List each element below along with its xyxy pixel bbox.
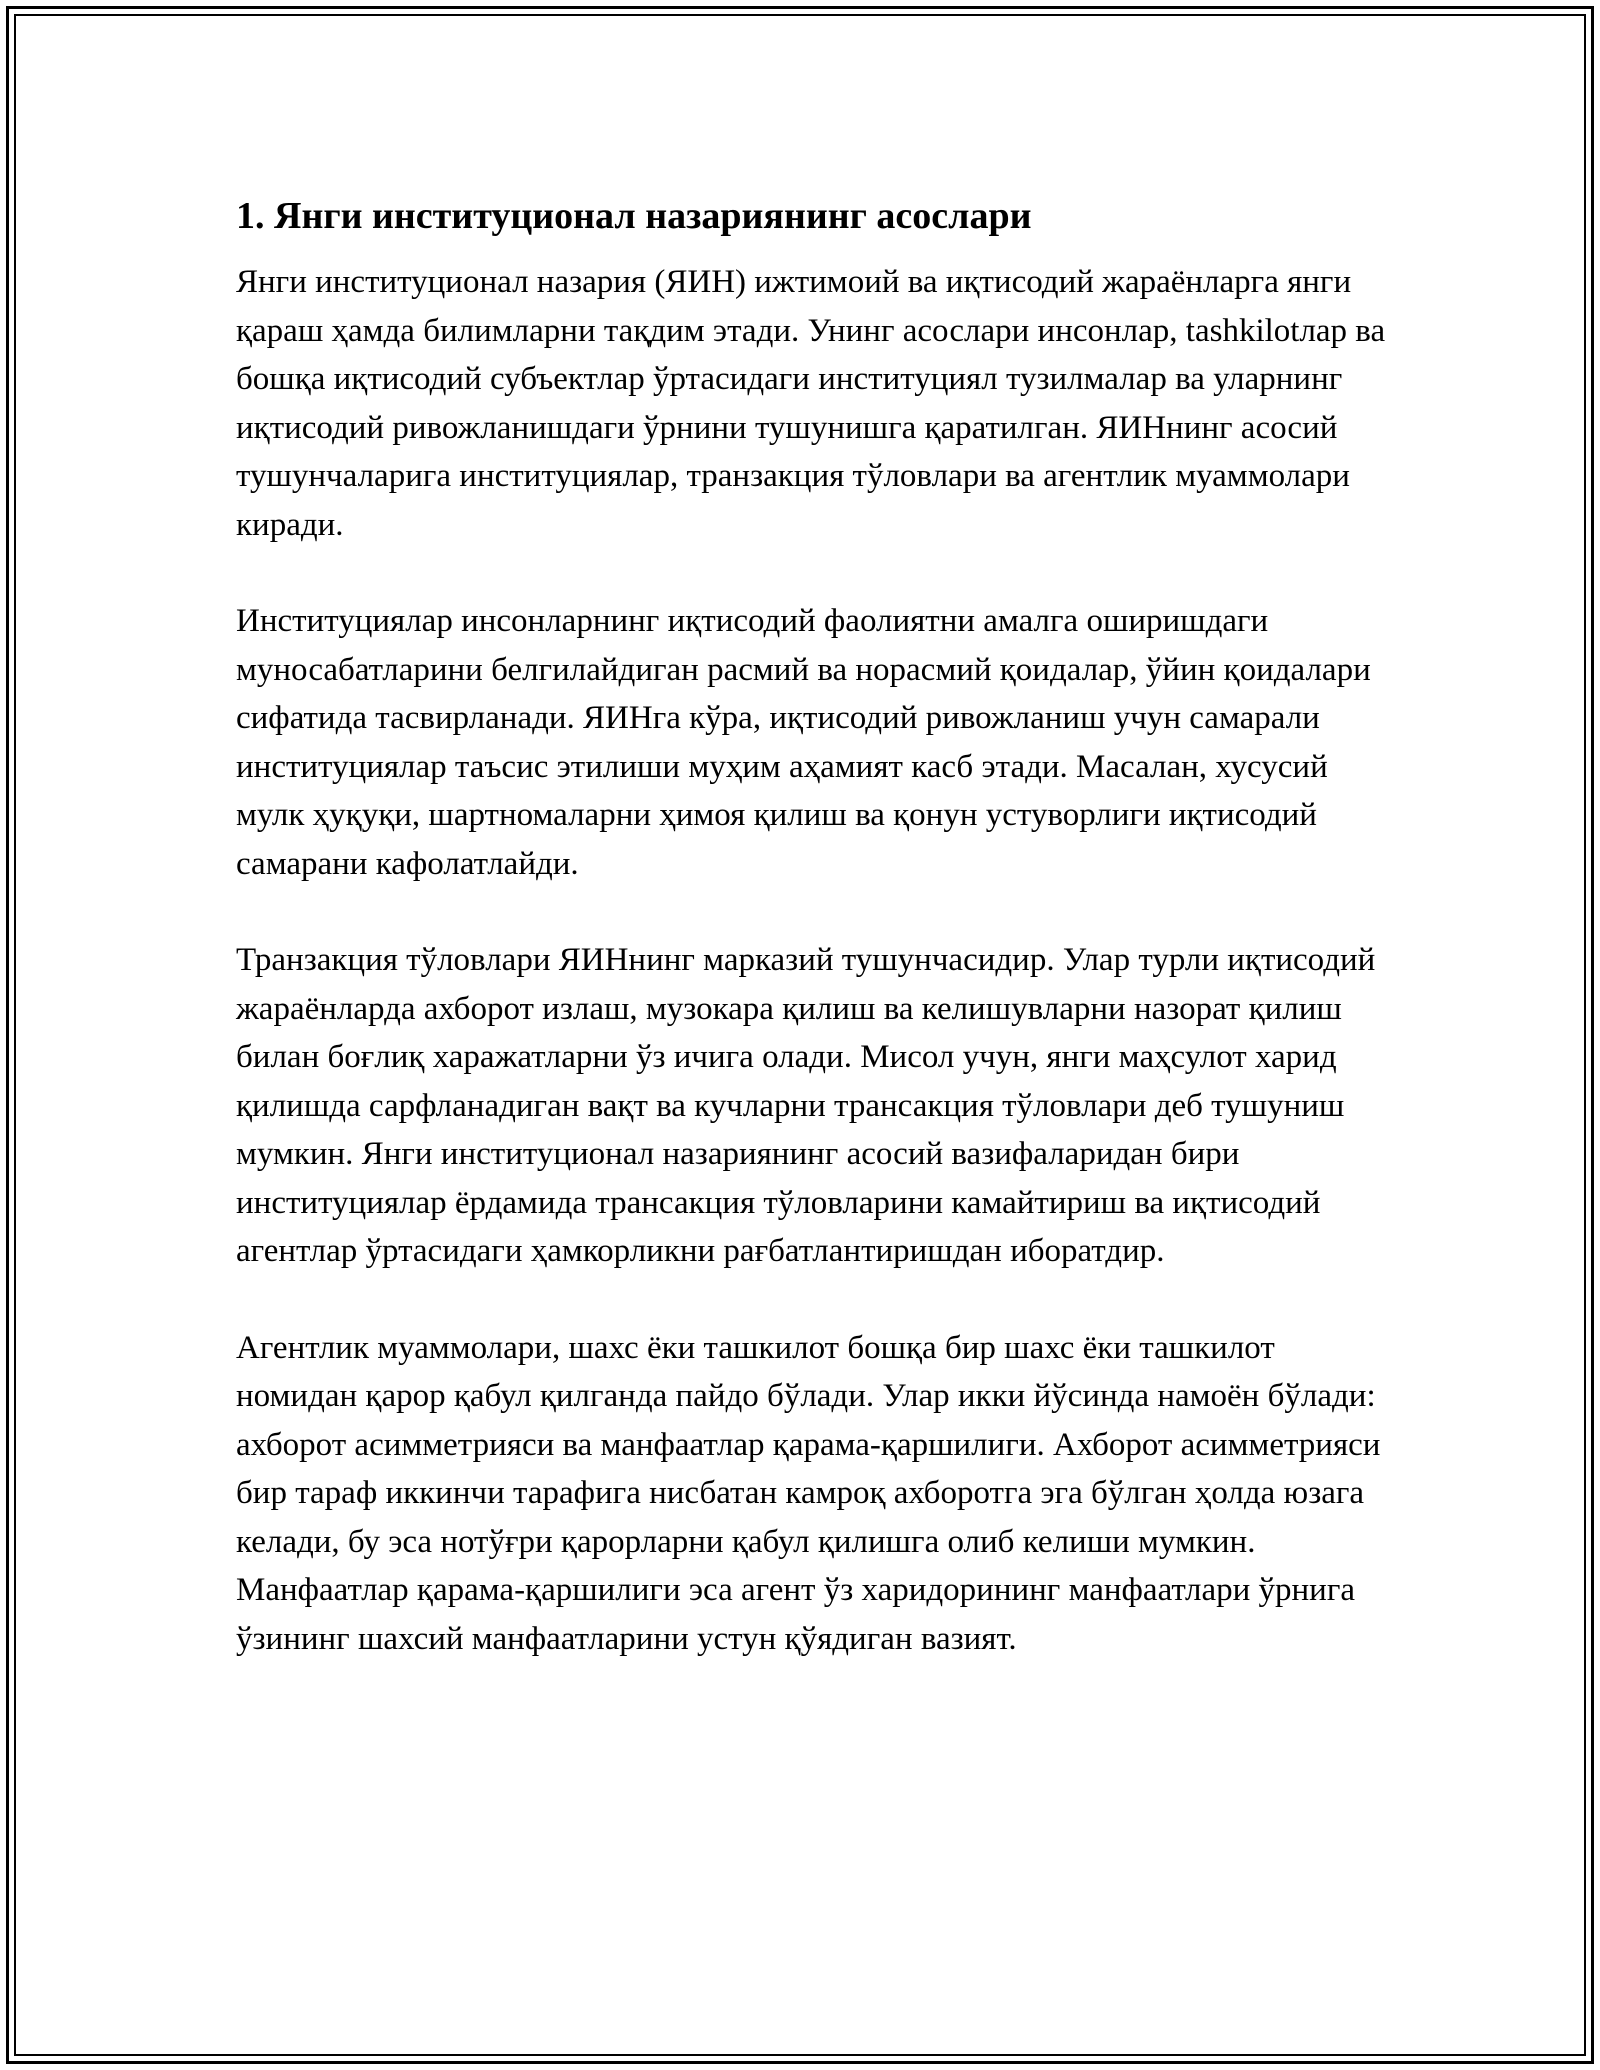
section-heading: 1. Янги институционал назариянинг асослари xyxy=(236,195,1032,237)
paragraph-institutions: Институциялар инсонларнинг иқтисодий фаолиятни амалга оширишдаги муносабатларини белгилайдиган расмий ва норасмий қоидалар, ўйин қоидалари сифатида тасвирланади. ЯИНга кўра, иқтисодий ривожланиш учун самарали институциялар таъсис этилиши муҳим аҳамият касб этади. Масалан, хусусий мулк ҳуқуқи, шартномаларни ҳимоя қилиш ва қонун устуворлиги иқтисодий самарани кафолатлайди. xyxy=(236,603,1371,882)
paragraph-intro: Янги институционал назария (ЯИН) ижтимоий ва иқтисодий жараёнларга янги қараш ҳамда билимларни тақдим этади. Унинг асослари инсонлар, tashkilotлар ва бошқа иқтисодий субъектлар ўртасидаги институциял тузилмалар ва уларнинг иқтисодий ривожланишдаги ўрнини тушунишга қаратилган. ЯИНнинг асосий тушунчаларига институциялар, транзакция тўловлари ва агентлик муаммолари киради. xyxy=(236,264,1386,543)
paragraph-transaction-costs: Транзакция тўловлари ЯИНнинг марказий тушунчасидир. Улар турли иқтисодий жараёнларда ахборот излаш, музокара қилиш ва келишувларни назорат қилиш билан боғлиқ харажатларни ўз ичига олади. Мисол учун, янги маҳсулот харид қилишда сарфланадиган вақт ва кучларни трансакция тўловлари деб тушуниш мумкин. Янги институционал назариянинг асосий вазифаларидан бири институциялар ёрдамида трансакция тўловларини камайтириш ва иқтисодий агентлар ўртасидаги ҳамкорликни рағбатлантиришдан иборатдир. xyxy=(236,942,1376,1269)
paragraph-agency-problems: Агентлик муаммолари, шахс ёки ташкилот бошқа бир шахс ёки ташкилот номидан қарор қабул қилганда пайдо бўлади. Улар икки йўсинда намоён бўлади: ахборот асимметрияси ва манфаатлар қарама-қаршилиги. Ахборот асимметрияси бир тараф иккинчи тарафига нисбатан камроқ ахборотга эга бўлган ҳолда юзага келади, бу эса нотўғри қарорларни қабул қилишга олиб келиши мумкин. Манфаатлар қарама-қаршилиги эса агент ўз харидорининг манфаатлари ўрнига ўзининг шахсий манфаатларини устун қўядиган вазият. xyxy=(236,1329,1381,1657)
document-body xyxy=(236,188,1386,1711)
